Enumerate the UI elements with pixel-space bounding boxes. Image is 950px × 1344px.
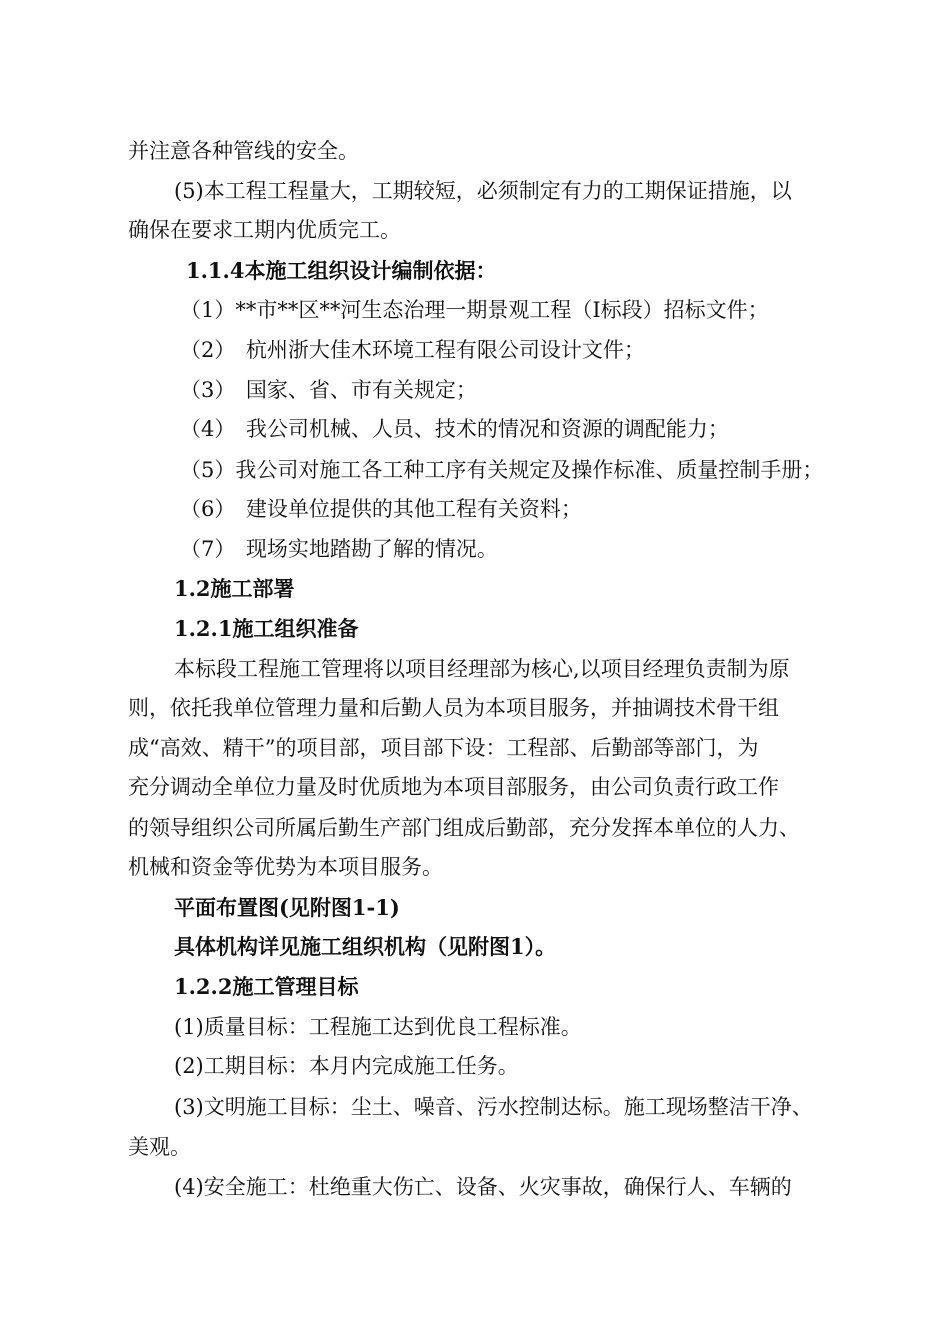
paragraph-line: 本标段工程施工管理将以项目经理部为核心,以项目经理负责制为原	[174, 657, 790, 681]
list-item: （6） 建设单位提供的其他工程有关资料；	[180, 497, 582, 521]
list-item: (3)文明施工目标：尘土、噪音、污水控制达标。施工现场整洁干净、	[174, 1095, 813, 1119]
section-heading: 1.1.4本施工组织设计编制依据：	[186, 258, 497, 283]
section-heading: 1.2.1施工组织准备	[174, 616, 359, 641]
list-item: （4） 我公司机械、人员、技术的情况和资源的调配能力；	[180, 417, 729, 441]
bold-paragraph: 具体机构详见施工组织机构（见附图1）。	[174, 934, 557, 959]
list-item: (4)安全施工：杜绝重大伤亡、设备、火灾事故，确保行人、车辆的	[174, 1175, 792, 1199]
list-item: （5）我公司对施工各工种工序有关规定及操作标准、质量控制手册；	[180, 458, 824, 482]
list-item: （2） 杭州浙大佳木环境工程有限公司设计文件；	[180, 338, 645, 362]
list-item: （3） 国家、省、市有关规定；	[180, 378, 477, 402]
paragraph-line: 则，依托我单位管理力量和后勤人员为本项目服务，并抽调技术骨干组	[128, 696, 779, 720]
paragraph-line: 美观。	[128, 1135, 191, 1159]
bold-paragraph: 平面布置图(见附图1-1)	[174, 895, 400, 920]
paragraph-line: 机械和资金等优势为本项目服务。	[128, 855, 443, 879]
list-item: (1)质量目标：工程施工达到优良工程标准。	[174, 1015, 582, 1039]
section-heading: 1.2.2施工管理目标	[174, 974, 359, 999]
paragraph-line: 确保在要求工期内优质完工。	[128, 218, 401, 242]
paragraph-line: 成“高效、精干”的项目部，项目部下设：工程部、后勤部等部门，为	[128, 736, 759, 760]
paragraph-line: 并注意各种管线的安全。	[128, 139, 359, 163]
list-item: (2)工期目标：本月内完成施工任务。	[174, 1054, 519, 1078]
section-heading: 1.2施工部署	[174, 576, 295, 601]
list-item: （1）**市**区**河生态治理一期景观工程（Ⅰ标段）招标文件；	[180, 298, 769, 322]
paragraph-line: 的领导组织公司所属后勤生产部门组成后勤部，充分发挥本单位的人力、	[128, 816, 800, 840]
list-item: （7） 现场实地踏勘了解的情况。	[180, 537, 498, 561]
paragraph-line: (5)本工程工程量大，工期较短，必须制定有力的工期保证措施，以	[174, 179, 792, 203]
paragraph-line: 充分调动全单位力量及时优质地为本项目部服务，由公司负责行政工作	[128, 775, 779, 799]
